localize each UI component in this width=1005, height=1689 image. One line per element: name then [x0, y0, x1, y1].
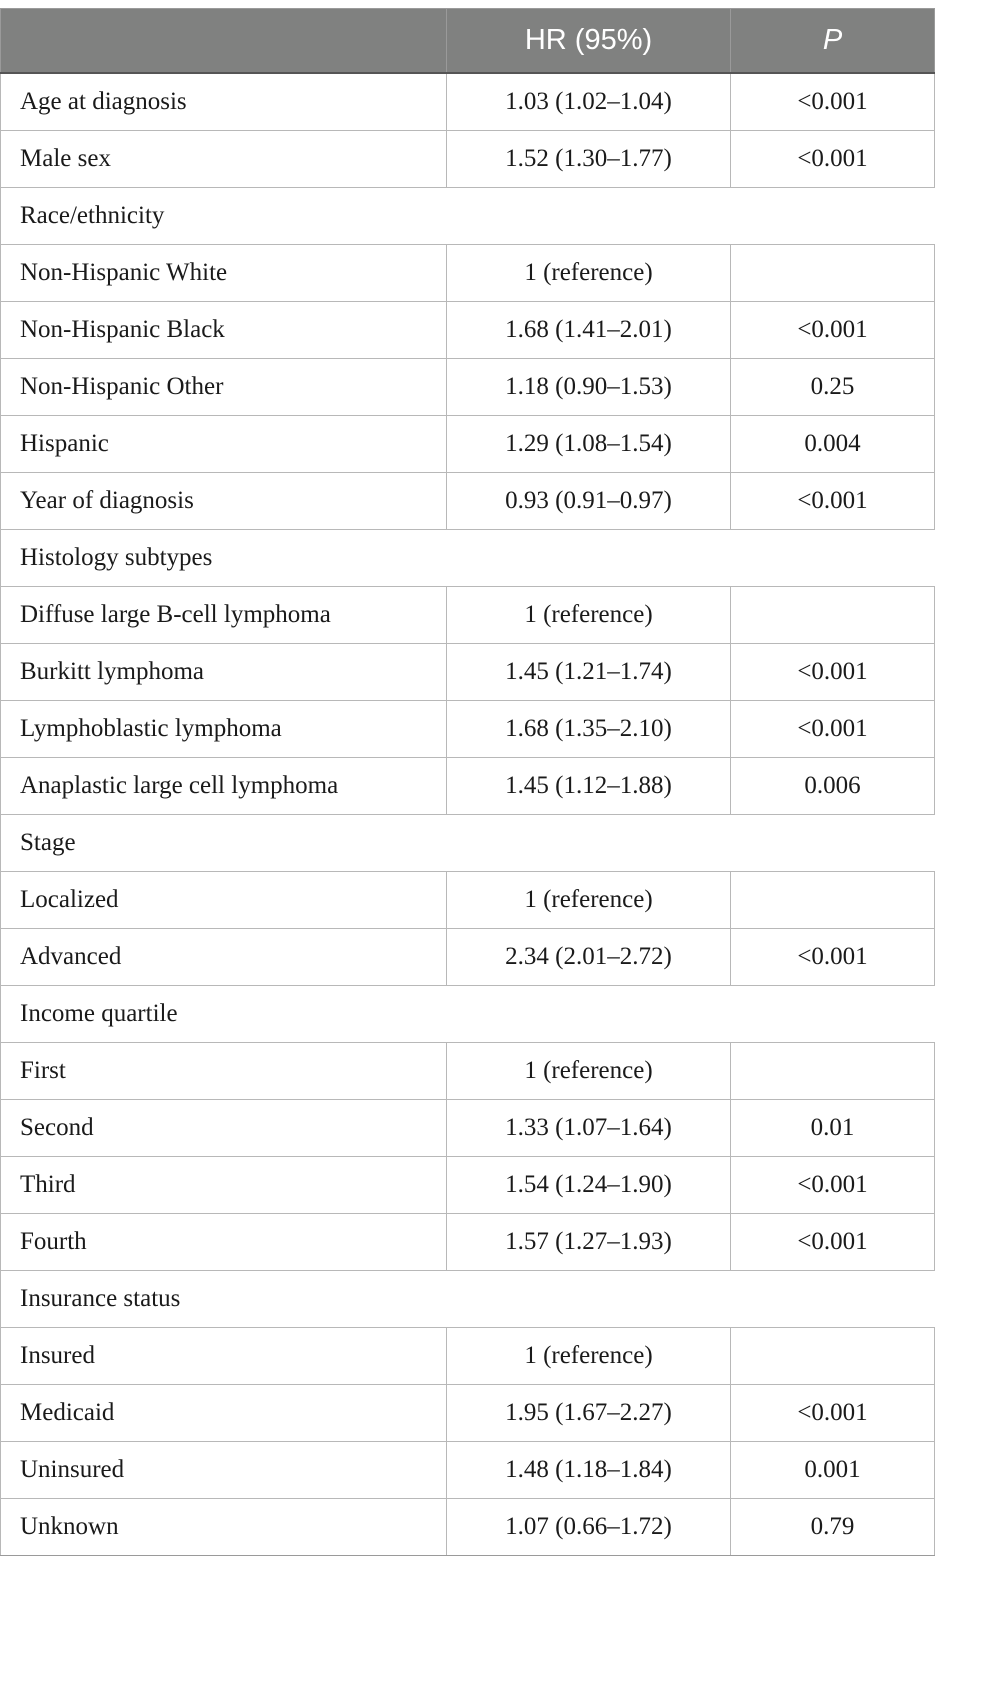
header-variable	[1, 9, 447, 74]
row-label: Medicaid	[1, 1385, 447, 1442]
row-label: Unknown	[1, 1499, 447, 1556]
row-label: Year of diagnosis	[1, 473, 447, 530]
table-body	[1, 73, 935, 1556]
hazard-ratio-cell: 1.95 (1.67–2.27)	[447, 1385, 731, 1442]
section-label: Race/ethnicity	[1, 188, 935, 245]
p-value-cell: <0.001	[731, 1157, 935, 1214]
table-row	[1, 245, 935, 302]
p-value-cell: 0.79	[731, 1499, 935, 1556]
hazard-ratio-cell: 1.52 (1.30–1.77)	[447, 131, 731, 188]
p-value-cell: 0.004	[731, 416, 935, 473]
row-label: Burkitt lymphoma	[1, 644, 447, 701]
hazard-ratio-cell: 1.45 (1.12–1.88)	[447, 758, 731, 815]
row-label: Uninsured	[1, 1442, 447, 1499]
header-p-value: P	[731, 9, 935, 74]
hazard-ratio-cell: 1.03 (1.02–1.04)	[447, 73, 731, 131]
hazard-ratio-cell: 1.07 (0.66–1.72)	[447, 1499, 731, 1556]
row-label: Lymphoblastic lymphoma	[1, 701, 447, 758]
hazard-ratio-cell: 1.68 (1.41–2.01)	[447, 302, 731, 359]
p-value-cell	[731, 245, 935, 302]
hazard-ratio-cell: 1 (reference)	[447, 587, 731, 644]
section-label: Income quartile	[1, 986, 935, 1043]
hazard-ratio-cell: 2.34 (2.01–2.72)	[447, 929, 731, 986]
table-row	[1, 1100, 935, 1157]
row-label: Non-Hispanic White	[1, 245, 447, 302]
row-label: Non-Hispanic Other	[1, 359, 447, 416]
hazard-ratio-cell: 1.57 (1.27–1.93)	[447, 1214, 731, 1271]
hazard-ratio-cell: 1.48 (1.18–1.84)	[447, 1442, 731, 1499]
row-label: Third	[1, 1157, 447, 1214]
p-value-cell	[731, 872, 935, 929]
p-value-cell: 0.001	[731, 1442, 935, 1499]
p-value-cell: <0.001	[731, 929, 935, 986]
hazard-ratio-cell: 1.68 (1.35–2.10)	[447, 701, 731, 758]
header-row	[1, 9, 935, 74]
p-value-cell: <0.001	[731, 302, 935, 359]
section-header-row	[1, 986, 935, 1043]
p-value-cell: 0.25	[731, 359, 935, 416]
table-row	[1, 1328, 935, 1385]
table-row	[1, 416, 935, 473]
table-row	[1, 1214, 935, 1271]
table-row	[1, 1043, 935, 1100]
section-header-row	[1, 1271, 935, 1328]
section-label: Stage	[1, 815, 935, 872]
p-value-cell: <0.001	[731, 73, 935, 131]
p-value-cell: 0.006	[731, 758, 935, 815]
hazard-ratio-table	[0, 8, 935, 1556]
row-label: Age at diagnosis	[1, 73, 447, 131]
table-row	[1, 872, 935, 929]
section-header-row	[1, 815, 935, 872]
table-row	[1, 302, 935, 359]
row-label: Non-Hispanic Black	[1, 302, 447, 359]
p-value-cell: <0.001	[731, 1214, 935, 1271]
table-row	[1, 929, 935, 986]
hazard-ratio-cell: 1 (reference)	[447, 245, 731, 302]
p-value-cell: <0.001	[731, 473, 935, 530]
row-label: Second	[1, 1100, 447, 1157]
table-row	[1, 1385, 935, 1442]
table-row	[1, 758, 935, 815]
hazard-ratio-cell: 1 (reference)	[447, 1328, 731, 1385]
hazard-ratio-cell: 1 (reference)	[447, 872, 731, 929]
table-row	[1, 1499, 935, 1556]
table-row	[1, 131, 935, 188]
row-label: Fourth	[1, 1214, 447, 1271]
p-value-cell: <0.001	[731, 1385, 935, 1442]
table-row	[1, 587, 935, 644]
section-label: Histology subtypes	[1, 530, 935, 587]
section-header-row	[1, 530, 935, 587]
hazard-ratio-cell: 1.45 (1.21–1.74)	[447, 644, 731, 701]
row-label: Anaplastic large cell lymphoma	[1, 758, 447, 815]
section-label: Insurance status	[1, 1271, 935, 1328]
table-row	[1, 473, 935, 530]
row-label: Male sex	[1, 131, 447, 188]
table-row	[1, 1442, 935, 1499]
hazard-ratio-cell: 1.54 (1.24–1.90)	[447, 1157, 731, 1214]
row-label: Hispanic	[1, 416, 447, 473]
p-value-cell	[731, 1328, 935, 1385]
table-row	[1, 73, 935, 131]
section-header-row	[1, 188, 935, 245]
table-header	[1, 9, 935, 74]
row-label: Advanced	[1, 929, 447, 986]
table-row	[1, 701, 935, 758]
hazard-ratio-cell: 0.93 (0.91–0.97)	[447, 473, 731, 530]
row-label: First	[1, 1043, 447, 1100]
hazard-ratio-cell: 1.29 (1.08–1.54)	[447, 416, 731, 473]
p-value-cell: <0.001	[731, 644, 935, 701]
row-label: Localized	[1, 872, 447, 929]
p-value-cell: <0.001	[731, 131, 935, 188]
row-label: Diffuse large B-cell lymphoma	[1, 587, 447, 644]
row-label: Insured	[1, 1328, 447, 1385]
header-hr: HR (95%)	[447, 9, 731, 74]
p-value-cell	[731, 1043, 935, 1100]
table-row	[1, 1157, 935, 1214]
hazard-ratio-cell: 1.33 (1.07–1.64)	[447, 1100, 731, 1157]
p-value-cell: 0.01	[731, 1100, 935, 1157]
table-row	[1, 644, 935, 701]
p-value-cell: <0.001	[731, 701, 935, 758]
hazard-ratio-cell: 1.18 (0.90–1.53)	[447, 359, 731, 416]
hazard-ratio-cell: 1 (reference)	[447, 1043, 731, 1100]
p-value-cell	[731, 587, 935, 644]
table-row	[1, 359, 935, 416]
